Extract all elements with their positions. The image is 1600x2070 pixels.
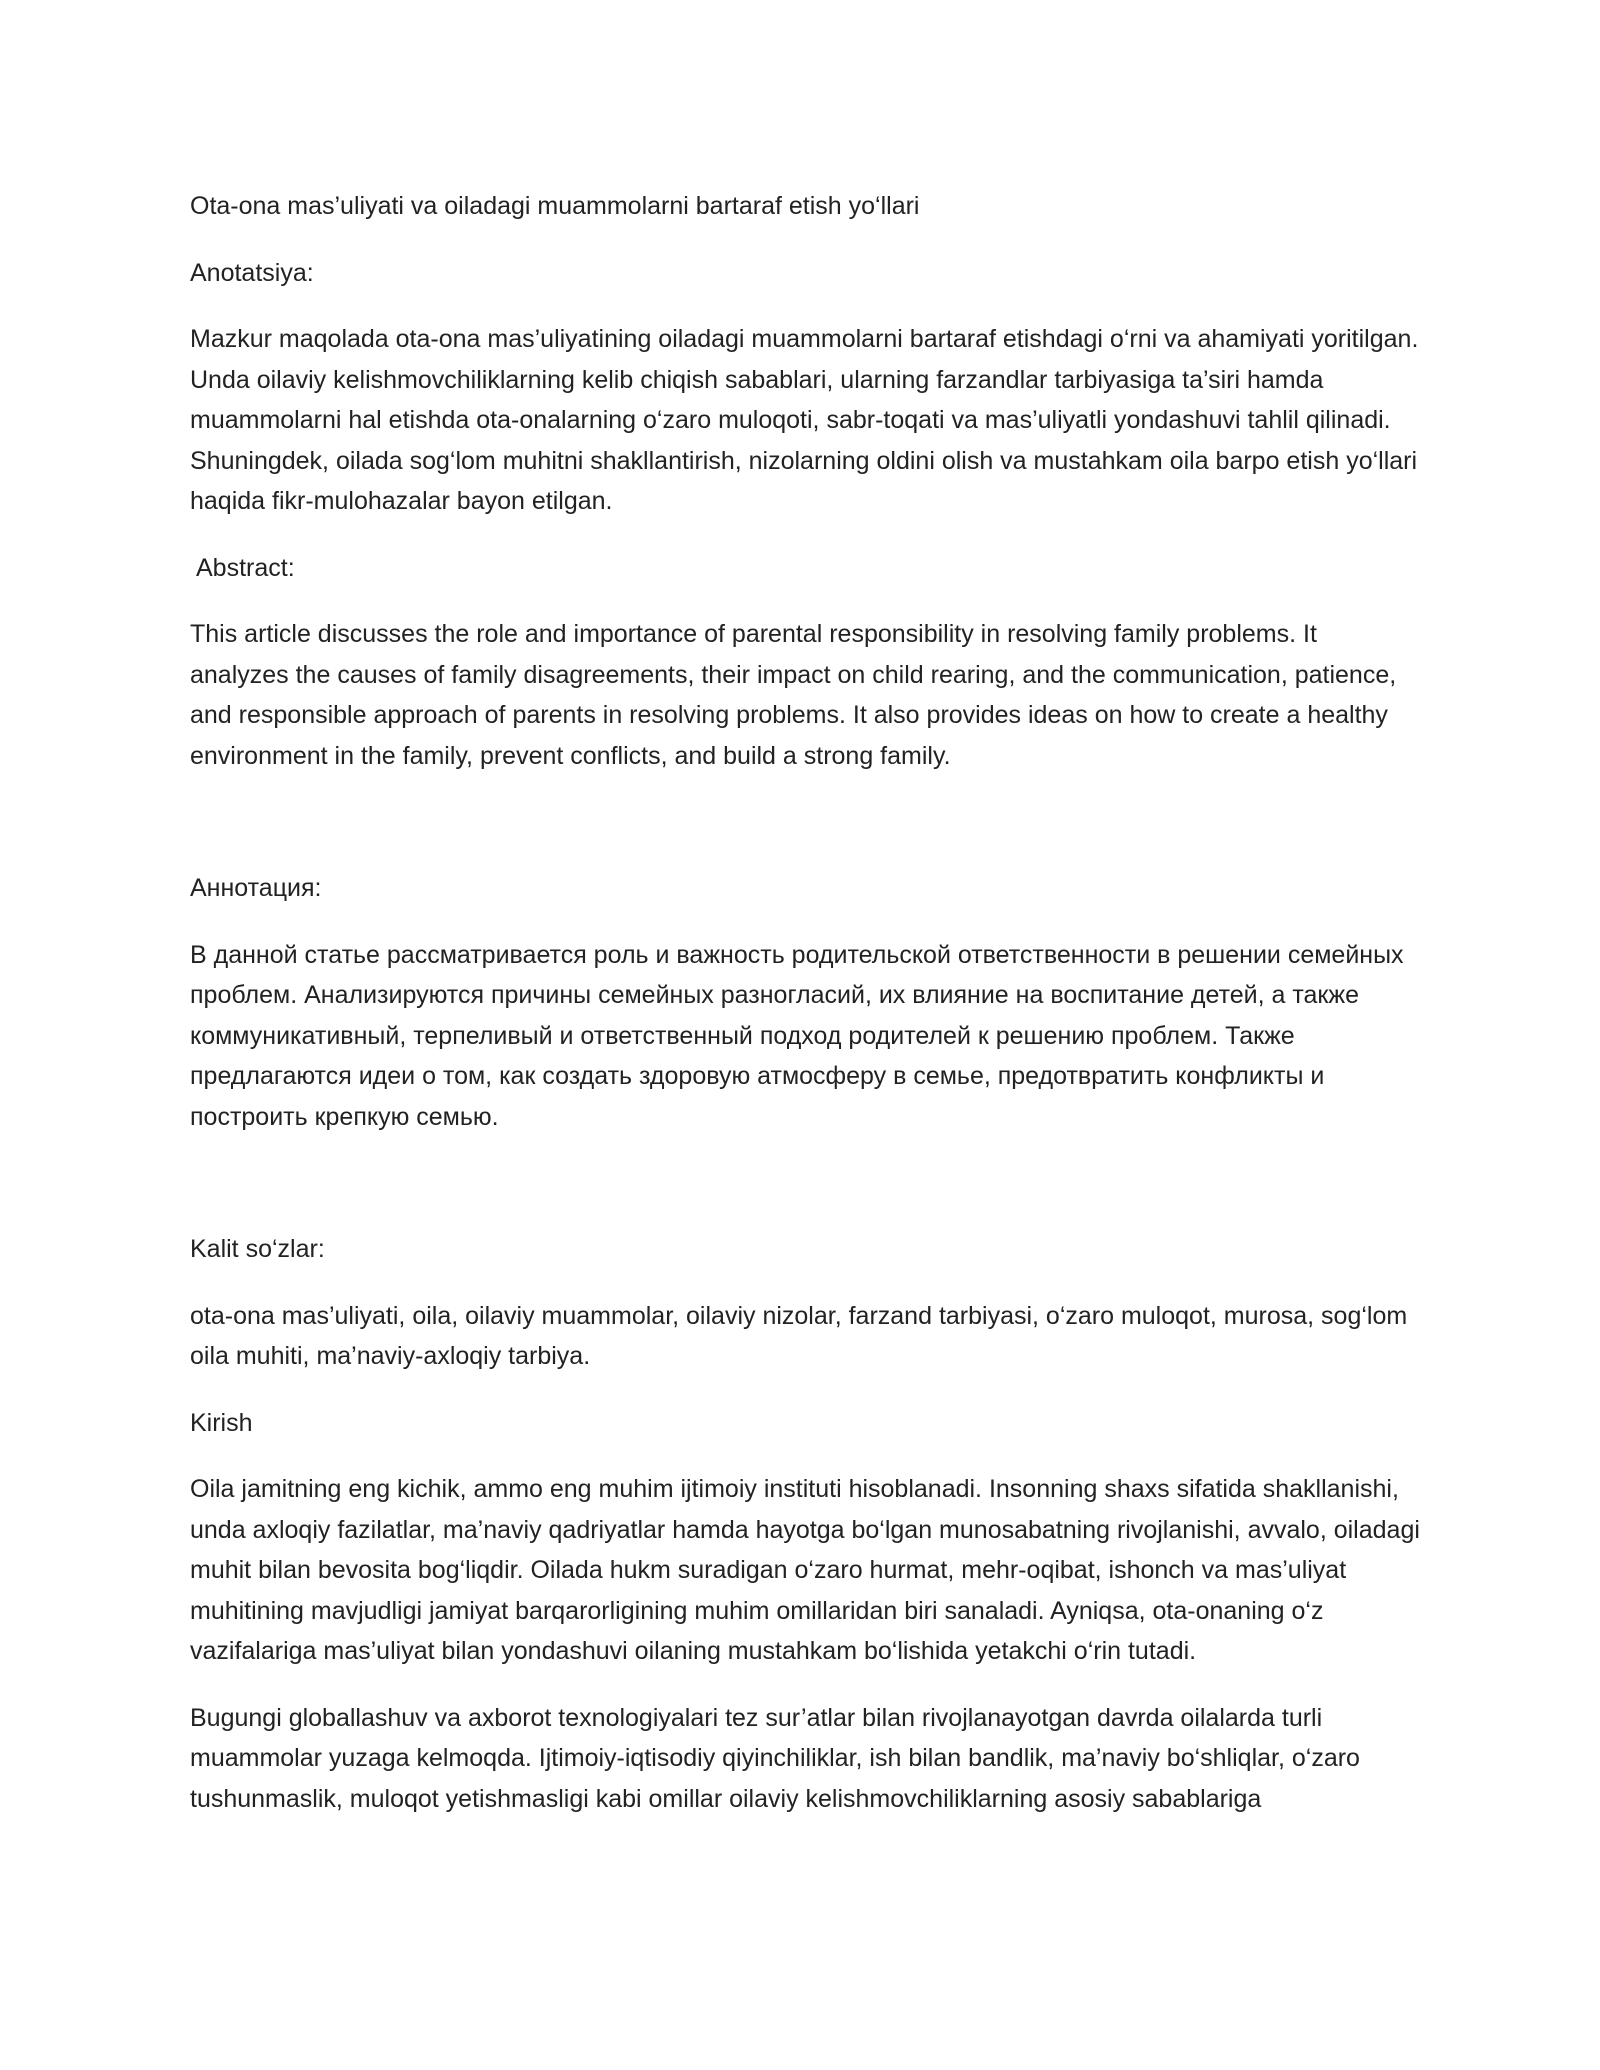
blank-line bbox=[190, 802, 1420, 868]
intro-heading: Kirish bbox=[190, 1408, 253, 1437]
annotation-ru-paragraph: В данной статье рассматривается роль и важность родительской ответственности в решении семейных проблем. Анализируются причины семейных разногласий, их влияние на воспитание детей, а также коммуникативный, терпеливый и ответственный подход родителей к решению проблем. Также предлагаются идеи о том, как создать здоровую атмосферу в семье, предотвратить конфликты и построить крепкую семью. bbox=[190, 940, 1404, 1131]
annotation-ru-heading: Аннотация: bbox=[190, 874, 322, 902]
intro-paragraph: Bugungi globallashuv va axborot texnologiyalari tez sur’atlar bilan rivojlanayotgan davrda oilalarda turli muammolar yuzaga kelmoqda. Ijtimoiy-iqtisodiy qiyinchiliklar, ish bilan bandlik, ma’naviy bo‘shliqlar, o‘zaro tushunmaslik, muloqot yetishmasligi kabi omillar oilaviy kelishmovchiliklarning asosiy sabablariga bbox=[190, 1703, 1360, 1813]
document-body bbox=[190, 186, 1420, 1845]
article-title: Ota-ona mas’uliyati va oiladagi muammolarni bartaraf etish yo‘llari bbox=[190, 192, 920, 220]
keywords-paragraph: ota-ona mas’uliyati, oila, oilaviy muammolar, oilaviy nizolar, farzand tarbiyasi, o‘zaro muloqot, murosa, sog‘lom oila muhiti, ma’naviy-axloqiy tarbiya. bbox=[190, 1301, 1408, 1370]
blank-line bbox=[190, 1163, 1420, 1229]
keywords-heading: Kalit so‘zlar: bbox=[190, 1235, 325, 1263]
abstract-heading: Abstract: bbox=[196, 553, 295, 582]
intro-paragraph: Oila jamitning eng kichik, ammo eng muhim ijtimoiy instituti hisoblanadi. Insonning shaxs sifatida shakllanishi, unda axloqiy fazilatlar, ma’naviy qadriyatlar hamda hayotga bo‘lgan munosabatning rivojlanishi, avvalo, oiladagi muhit bilan bevosita bog‘liqdir. Oilada hukm suradigan o‘zaro hurmat, mehr-oqibat, ishonch va mas’uliyat muhitining mavjudligi jamiyat barqarorligining muhim omillaridan biri sanaladi. Ayniqsa, ota-onaning o‘z vazifalariga mas’uliyat bilan yondashuvi oilaning mustahkam bo‘lishida yetakchi o‘rin tutadi. bbox=[190, 1475, 1420, 1665]
abstract-paragraph: This article discusses the role and importance of parental responsibility in resolving family problems. It analyzes the causes of family disagreements, their impact on child rearing, and the communication, patience, and responsible approach of parents in resolving problems. It also provides ideas on how to create a healthy environment in the family, prevent conflicts, and build a strong family. bbox=[190, 620, 1397, 770]
anotatsiya-paragraph: Mazkur maqolada ota-ona mas’uliyatining oiladagi muammolarni bartaraf etishdagi o‘rni va ahamiyati yoritilgan. Unda oilaviy kelishmovchiliklarning kelib chiqish sabablari, ularning farzandlar tarbiyasiga ta’siri hamda muammolarni hal etishda ota-onalarning o‘zaro muloqoti, sabr-toqati va mas’uliyatli yondashuvi tahlil qilinadi. Shuningdek, oilada sog‘lom muhitni shakllantirish, nizolarning oldini olish va mustahkam oila barpo etish yo‘llari haqida fikr-mulohazalar bayon etilgan. bbox=[190, 325, 1419, 515]
anotatsiya-heading: Anotatsiya: bbox=[190, 258, 314, 287]
